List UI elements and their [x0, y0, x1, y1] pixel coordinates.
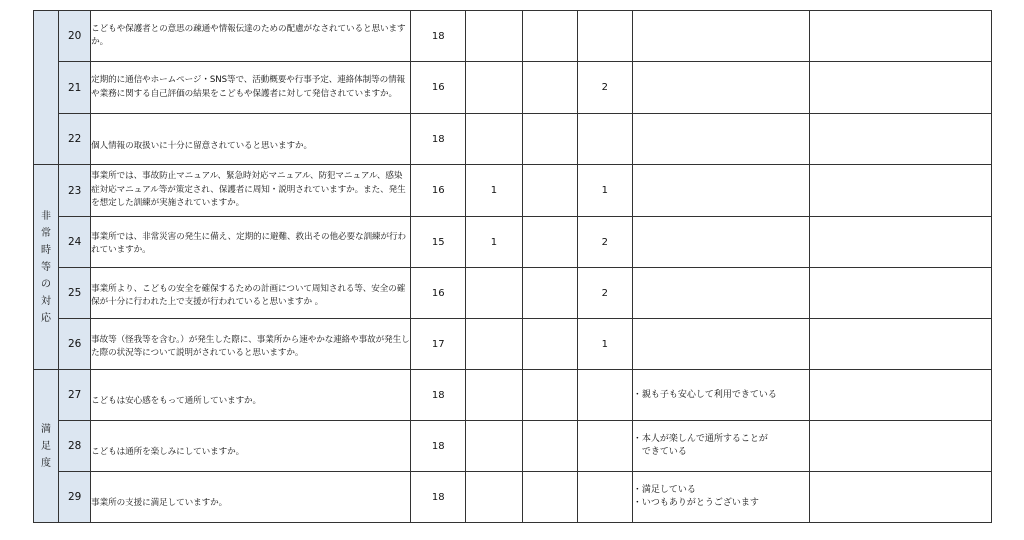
count-unknown: 2 — [577, 62, 632, 114]
count-neutral — [466, 268, 522, 319]
category-cell: 非常時等の対応 — [34, 165, 59, 370]
improvement-cell — [810, 268, 992, 319]
row-number: 22 — [59, 114, 91, 165]
comment-cell — [632, 11, 810, 62]
count-neutral — [466, 11, 522, 62]
table-row — [34, 11, 992, 62]
comment-line: ・満足している — [632, 485, 696, 495]
count-yes: 16 — [411, 62, 466, 114]
comment-line: ・本人が楽しんで通所することが — [632, 434, 768, 444]
table-row — [34, 421, 992, 472]
table-row — [34, 217, 992, 268]
question-text: 事業所より、こどもの安全を確保するための計画について周知される等、安全の確保が十分に行われた上で支援が行われていると思いますか 。 — [91, 268, 411, 319]
question-text: 定期的に通信やホームページ・SNS等で、活動概要や行事予定、連絡体制等の情報や業務に関する自己評価の結果をこどもや保護者に対して発信されていますか。 — [91, 62, 411, 114]
count-unknown: 2 — [577, 217, 632, 268]
count-yes: 18 — [411, 421, 466, 472]
count-yes: 16 — [411, 268, 466, 319]
question-text: こどもや保護者との意思の疎通や情報伝達のための配慮がなされていると思いますか。 — [91, 11, 411, 62]
survey-table — [33, 10, 992, 523]
category-cell — [34, 11, 59, 165]
row-number: 26 — [59, 319, 91, 370]
improvement-cell — [810, 319, 992, 370]
improvement-cell — [810, 472, 992, 523]
comment-cell — [632, 217, 810, 268]
count-yes: 18 — [411, 11, 466, 62]
count-unknown — [577, 114, 632, 165]
count-yes: 15 — [411, 217, 466, 268]
comment-cell — [632, 421, 810, 472]
question-text: 事業所では、非常災害の発生に備え、定期的に避難、救出その他必要な訓練が行われていますか。 — [91, 217, 411, 268]
table-row — [34, 370, 992, 421]
row-number: 29 — [59, 472, 91, 523]
comment-cell — [632, 114, 810, 165]
comment-cell — [632, 165, 810, 217]
table-row — [34, 268, 992, 319]
comment-line: ・いつもありがとうございます — [632, 498, 759, 508]
count-no — [522, 268, 577, 319]
row-number: 28 — [59, 421, 91, 472]
question-text: こどもは安心感をもって通所していますか。 — [91, 370, 411, 421]
count-no — [522, 62, 577, 114]
improvement-cell — [810, 62, 992, 114]
table-row — [34, 114, 992, 165]
count-neutral — [466, 319, 522, 370]
count-neutral — [466, 421, 522, 472]
comment-cell — [632, 370, 810, 421]
count-no — [522, 165, 577, 217]
category-cell: 満足度 — [34, 370, 59, 523]
count-no — [522, 319, 577, 370]
count-no — [522, 421, 577, 472]
question-text: こどもは通所を楽しみにしていますか。 — [91, 421, 411, 472]
count-neutral: 1 — [466, 165, 522, 217]
count-no — [522, 11, 577, 62]
row-number: 25 — [59, 268, 91, 319]
count-no — [522, 370, 577, 421]
comment-cell — [632, 268, 810, 319]
improvement-cell — [810, 11, 992, 62]
count-unknown: 1 — [577, 165, 632, 217]
row-number: 21 — [59, 62, 91, 114]
count-neutral — [466, 114, 522, 165]
question-text: 個人情報の取扱いに十分に留意されていると思いますか。 — [91, 114, 411, 165]
count-unknown — [577, 370, 632, 421]
count-yes: 16 — [411, 165, 466, 217]
count-neutral: 1 — [466, 217, 522, 268]
table-row — [34, 165, 992, 217]
count-neutral — [466, 472, 522, 523]
count-unknown — [577, 11, 632, 62]
question-text: 事業所では、事故防止マニュアル、緊急時対応マニュアル、防犯マニュアル、感染症対応マニュアル等が策定され、保護者に周知・説明されていますか。また、発生を想定した訓練が実施されていますか。 — [91, 165, 411, 217]
count-neutral — [466, 62, 522, 114]
row-number: 24 — [59, 217, 91, 268]
comment-cell — [632, 472, 810, 523]
comment-line: ・親も子も安心して利用できている — [632, 389, 777, 400]
count-unknown: 2 — [577, 268, 632, 319]
count-yes: 18 — [411, 114, 466, 165]
count-unknown — [577, 421, 632, 472]
question-text: 事業所の支援に満足していますか。 — [91, 472, 411, 523]
count-yes: 18 — [411, 370, 466, 421]
comment-cell — [632, 62, 810, 114]
row-number: 23 — [59, 165, 91, 217]
improvement-cell — [810, 217, 992, 268]
count-neutral — [466, 370, 522, 421]
row-number: 27 — [59, 370, 91, 421]
table-row — [34, 472, 992, 523]
count-yes: 18 — [411, 472, 466, 523]
improvement-cell — [810, 165, 992, 217]
question-text: 事故等（怪我等を含む。）が発生した際に、事業所から速やかな連絡や事故が発生した際の状況等について説明がされていると思いますか。 — [91, 319, 411, 370]
improvement-cell — [810, 114, 992, 165]
count-unknown — [577, 472, 632, 523]
count-yes: 17 — [411, 319, 466, 370]
improvement-cell — [810, 370, 992, 421]
count-no — [522, 114, 577, 165]
count-no — [522, 217, 577, 268]
count-unknown: 1 — [577, 319, 632, 370]
count-no — [522, 472, 577, 523]
table-row — [34, 62, 992, 114]
comment-cell — [632, 319, 810, 370]
comment-line: できている — [632, 447, 687, 457]
table-row — [34, 319, 992, 370]
row-number: 20 — [59, 11, 91, 62]
improvement-cell — [810, 421, 992, 472]
